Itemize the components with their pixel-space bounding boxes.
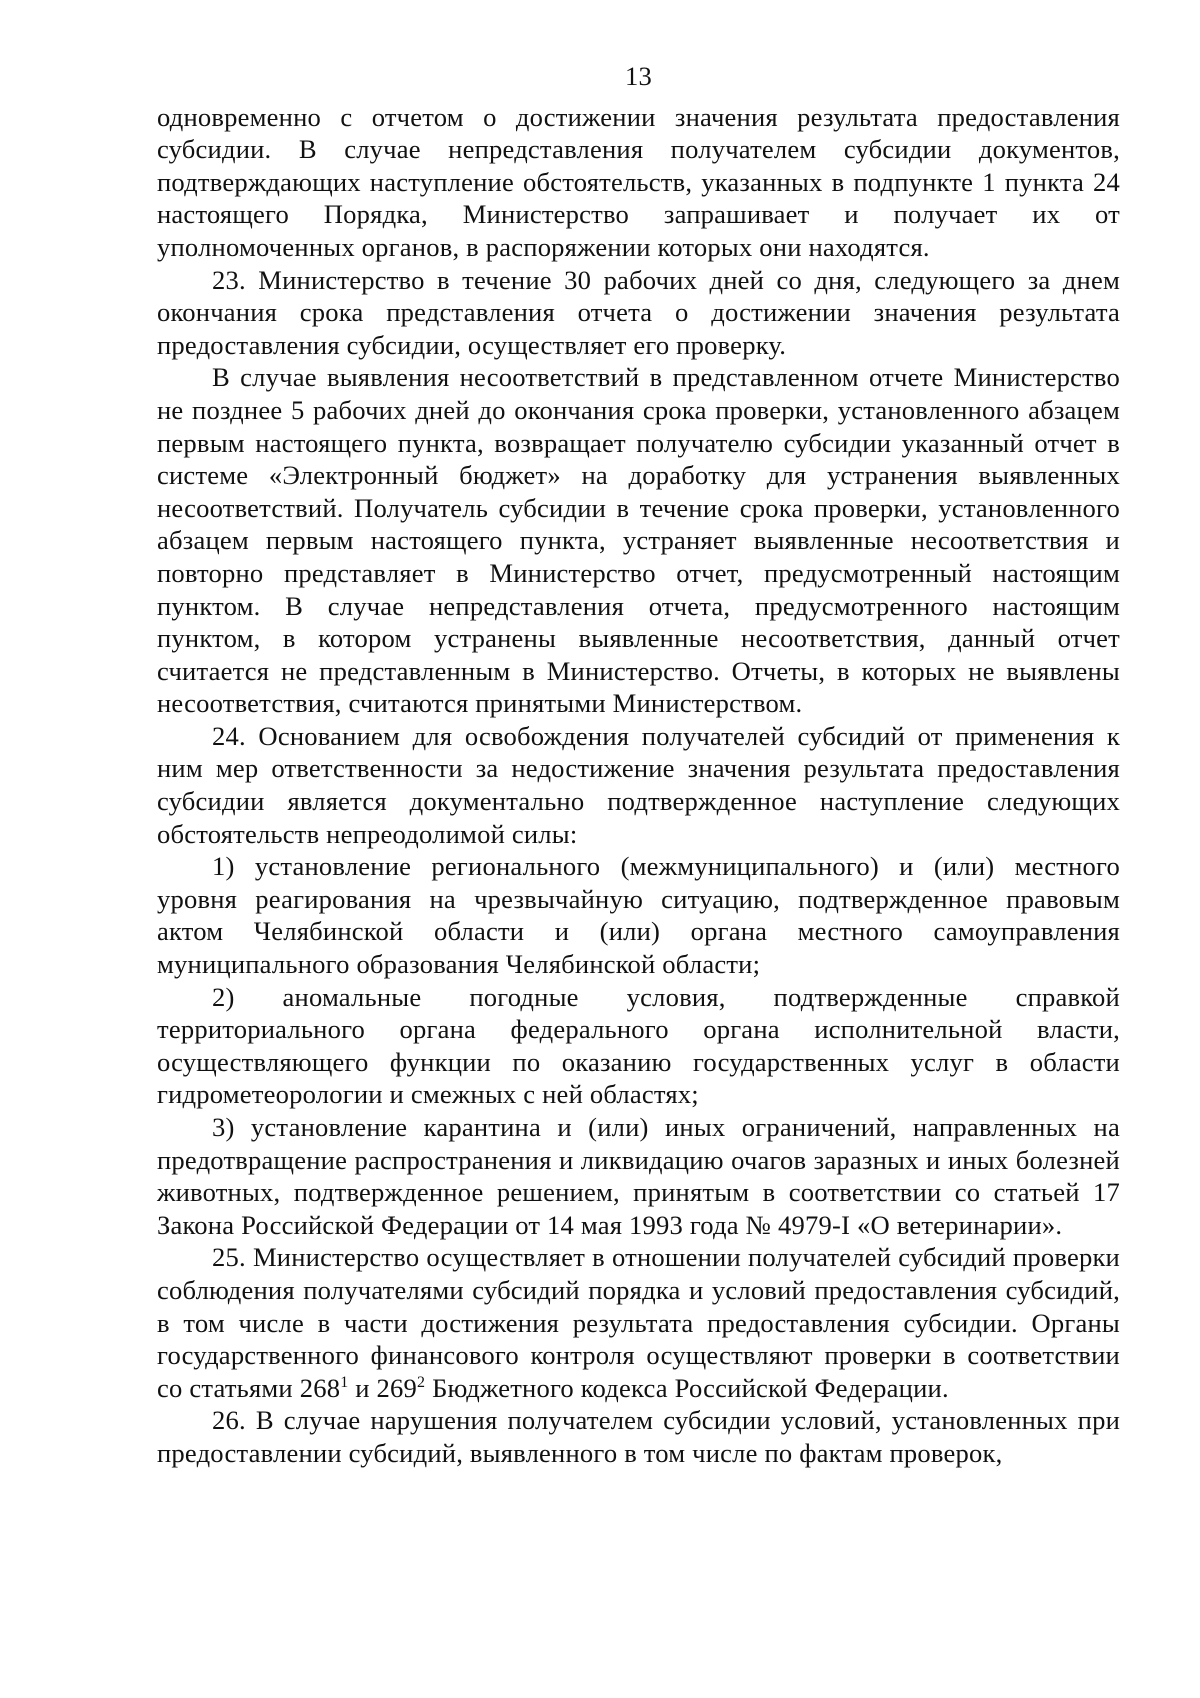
superscript-269: 2 — [417, 1373, 426, 1391]
paragraph-25-text-before: 25. Министерство осуществляет в отношении получателей субсидий проверки соблюдения получателями субсидий порядка и условий предоставления субсидий, в том числе в части достижения результата предоставления субсидии. Органы государственного финансового контроля осуществляют проверки в соответствии со статьями 268 — [157, 1242, 1120, 1403]
paragraph-25-text-after: Бюджетного кодекса Российской Федерации. — [425, 1372, 949, 1403]
page-number: 13 — [625, 61, 652, 91]
paragraph-25 — [157, 1241, 1120, 1404]
paragraph-23: 23. Министерство в течение 30 рабочих дней со дня, следующего за днем окончания срока представления отчета о достижении значения результата предоставления субсидии, осуществляет его проверку. — [157, 264, 1120, 360]
paragraph-24-item-1: 1) установление регионального (межмуниципального) и (или) местного уровня реагирования на чрезвычайную ситуацию, подтвержденное правовым актом Челябинской области и (или) органа местного самоуправления муниципального образования Челябинской области; — [157, 851, 1120, 980]
paragraph-24-item-2: 2) аномальные погодные условия, подтвержденные справкой территориального органа федерального органа исполнительной власти, осуществляющего функции по оказанию государственных услуг в области гидрометеорологии и смежных с ней областях; — [157, 981, 1120, 1110]
paragraph-23-discrepancies: В случае выявления несоответствий в представленном отчете Министерство не позднее 5 рабочих дней до окончания срока проверки, установленного абзацем первым настоящего пункта, возвращает получателю субсидии указанный отчет в системе «Электронный бюджет» на доработку для устранения выявленных несоответствий. Получатель субсидии в течение срока проверки, установленного абзацем первым настоящего пункта, устраняет выявленные несоответствия и повторно представляет в Министерство отчет, предусмотренный настоящим пунктом. В случае непредставления отчета, предусмотренного настоящим пунктом, в котором устранены выявленные несоответствия, данный отчет считается не представленным в Министерство. Отчеты, в которых не выявлены несоответствия, считаются принятыми Министерством. — [157, 362, 1120, 719]
paragraph-24: 24. Основанием для освобождения получателей субсидий от применения к ним мер ответственности за недостижение значения результата предоставления субсидии является документально подтвержденное наступление следующих обстоятельств непреодолимой силы: — [157, 720, 1120, 849]
paragraph-continuation: одновременно с отчетом о достижении значения результата предоставления субсидии. В случае непредставления получателем субсидии документов, подтверждающих наступление обстоятельств, указанных в подпункте 1 пункта 24 настоящего Порядка, Министерство запрашивает и получает их от уполномоченных органов, в распоряжении которых они находятся. — [157, 101, 1120, 262]
superscript-268: 1 — [340, 1373, 349, 1391]
paragraph-24-item-3: 3) установление карантина и (или) иных ограничений, направленных на предотвращение распространения и ликвидацию очагов заразных и иных болезней животных, подтвержденное решением, принятым в соответствии со статьей 17 Закона Российской Федерации от 14 мая 1993 года № 4979-I «О ветеринарии». — [157, 1112, 1120, 1240]
paragraph-25-text-middle: и 269 — [348, 1372, 418, 1403]
paragraph-26: 26. В случае нарушения получателем субсидии условий, установленных при предоставлении субсидий, выявленного в том числе по фактам проверок, — [157, 1405, 1120, 1468]
